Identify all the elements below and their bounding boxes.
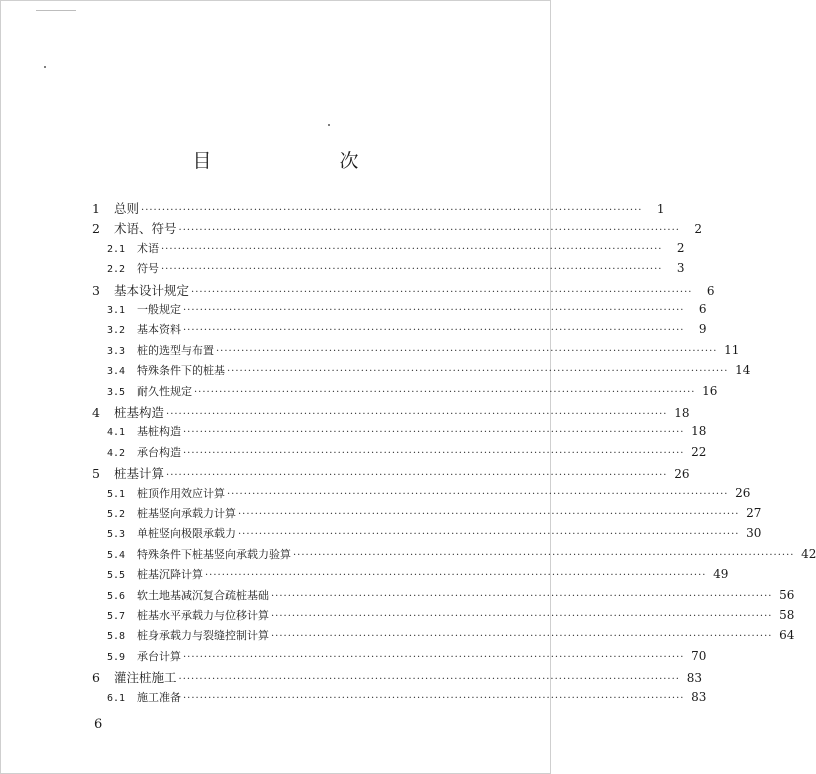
toc-entry-number: 6.1 bbox=[107, 692, 126, 704]
toc-leader-dots: ························································································································ bbox=[216, 345, 718, 357]
toc-entry[interactable] bbox=[107, 525, 762, 543]
toc-entry[interactable] bbox=[92, 464, 690, 482]
toc-entry-title: 软土地基减沉复合疏桩基础 bbox=[137, 588, 269, 602]
toc-entry-page: 6 bbox=[698, 302, 707, 316]
toc-entry-title: 总则 bbox=[114, 201, 140, 216]
toc-entry-title: 承台构造 bbox=[137, 445, 181, 459]
toc-entry-page: 83 bbox=[686, 671, 702, 686]
toc-entry-page: 42 bbox=[801, 546, 816, 561]
page-title: 目 次 bbox=[192, 150, 389, 172]
toc-entry[interactable] bbox=[92, 219, 702, 237]
toc-leader-dots: ························································································································ bbox=[205, 570, 707, 582]
toc-entry-page: 26 bbox=[735, 485, 751, 500]
toc-entry-title: 承台计算 bbox=[137, 649, 181, 663]
toc-entry-title: 基桩构造 bbox=[137, 425, 181, 439]
toc-entry[interactable] bbox=[107, 485, 751, 503]
toc-entry[interactable] bbox=[107, 505, 762, 523]
toc-entry-number: 5.3 bbox=[107, 529, 126, 541]
toc-entry-number: 4.1 bbox=[107, 427, 126, 439]
toc-entry-title: 单桩竖向极限承载力 bbox=[137, 527, 236, 541]
toc-entry-page: 3 bbox=[676, 261, 685, 276]
toc-entry-number: 5.5 bbox=[107, 570, 126, 582]
toc-entry-number: 3.3 bbox=[107, 345, 126, 357]
toc-entry-title: 特殊条件下桩基竖向承载力验算 bbox=[137, 547, 291, 561]
toc-entry[interactable] bbox=[107, 689, 707, 707]
toc-leader-dots: ························································································································ bbox=[271, 631, 773, 643]
toc-leader-dots: ························································································································ bbox=[293, 549, 795, 561]
toc-entry-page: 18 bbox=[691, 424, 707, 439]
toc-entry-page: 11 bbox=[724, 342, 740, 357]
toc-entry-number: 4.2 bbox=[107, 447, 126, 459]
toc-leader-dots: ························································································································ bbox=[191, 286, 693, 298]
toc-entry-title: 符号 bbox=[137, 262, 159, 276]
toc-entry[interactable] bbox=[107, 566, 729, 584]
toc-entry-number: 4 bbox=[92, 405, 100, 420]
toc-entry-title: 桩基水平承载力与位移计算 bbox=[137, 609, 269, 622]
toc-entry-page: 2 bbox=[676, 240, 685, 255]
toc-leader-dots: ························································································································ bbox=[166, 470, 668, 482]
toc-entry-number: 2.1 bbox=[107, 243, 126, 255]
toc-leader-dots: ························································································································ bbox=[183, 651, 685, 663]
toc-leader-dots: ························································································································ bbox=[183, 427, 685, 439]
toc-entry[interactable] bbox=[107, 321, 707, 339]
toc-entry-title: 桩基竖向承载力计算 bbox=[137, 507, 236, 520]
toc-leader-dots: ························································································································ bbox=[194, 386, 696, 398]
toc-entry-number: 5 bbox=[92, 466, 100, 482]
toc-leader-dots: ························································································································ bbox=[183, 447, 685, 459]
toc-entry-number: 3.2 bbox=[107, 325, 126, 337]
toc-entry[interactable] bbox=[107, 342, 740, 360]
toc-leader-dots: ························································································································ bbox=[227, 488, 729, 500]
toc-entry-page: 9 bbox=[698, 322, 707, 337]
toc-leader-dots: ························································································································ bbox=[141, 205, 643, 216]
toc-entry-page: 22 bbox=[691, 444, 707, 459]
scan-mark bbox=[36, 10, 76, 11]
toc-entry-number: 6 bbox=[92, 670, 100, 686]
toc-leader-dots: ························································································································ bbox=[161, 264, 663, 276]
toc-entry-number: 5.7 bbox=[107, 611, 126, 622]
toc-entry-page: 56 bbox=[779, 587, 795, 602]
toc-entry-number: 5.2 bbox=[107, 509, 126, 520]
toc-entry-title: 桩的选型与布置 bbox=[137, 343, 214, 357]
toc-entry-title: 灌注桩施工 bbox=[114, 670, 177, 686]
scan-speck bbox=[44, 66, 46, 68]
toc-entry-number: 5.4 bbox=[107, 549, 126, 561]
toc-entry-title: 桩顶作用效应计算 bbox=[137, 486, 225, 500]
toc-entry-page: 18 bbox=[674, 406, 690, 420]
toc-entry-number: 5.9 bbox=[107, 651, 126, 663]
toc-leader-dots: ························································································································ bbox=[271, 590, 773, 602]
toc-entry-title: 桩基沉降计算 bbox=[137, 568, 203, 582]
toc-leader-dots: ························································································································ bbox=[271, 611, 773, 622]
toc-entry-page: 83 bbox=[691, 689, 707, 704]
toc-entry-page: 16 bbox=[702, 383, 718, 398]
toc-entry[interactable] bbox=[92, 281, 715, 299]
toc-entry-title: 一般规定 bbox=[137, 303, 181, 316]
toc-leader-dots: ························································································································ bbox=[227, 366, 729, 378]
toc-leader-dots: ························································································································ bbox=[238, 529, 740, 541]
toc-entry[interactable] bbox=[107, 260, 685, 278]
toc-entry-title: 术语 bbox=[137, 241, 159, 255]
toc-entry-title: 基本设计规定 bbox=[114, 282, 190, 298]
toc-leader-dots: ························································································································ bbox=[166, 409, 668, 420]
scan-speck bbox=[328, 124, 330, 126]
toc-leader-dots: ························································································································ bbox=[183, 692, 685, 704]
toc-entry-number: 1 bbox=[92, 201, 100, 216]
toc-entry-number: 3.5 bbox=[107, 386, 126, 398]
toc-entry[interactable] bbox=[107, 240, 685, 258]
toc-entry-page: 58 bbox=[779, 608, 795, 622]
toc-entry[interactable] bbox=[92, 403, 690, 421]
toc-entry-title: 桩身承载力与裂缝控制计算 bbox=[137, 629, 269, 643]
toc-entry-page: 26 bbox=[674, 467, 690, 482]
toc-entry[interactable] bbox=[107, 362, 751, 380]
toc-entry[interactable] bbox=[107, 546, 816, 564]
toc-entry-page: 70 bbox=[691, 648, 707, 663]
page-number: 6 bbox=[94, 717, 103, 732]
toc-entry[interactable] bbox=[107, 301, 707, 319]
toc-entry[interactable] bbox=[107, 627, 795, 645]
toc-leader-dots: ························································································································ bbox=[183, 305, 685, 316]
toc-entry[interactable] bbox=[107, 444, 707, 462]
toc-entry-page: 2 bbox=[694, 222, 702, 237]
toc-leader-dots: ························································································································ bbox=[161, 243, 663, 255]
toc-entry-title: 桩基计算 bbox=[114, 466, 165, 482]
toc-entry-number: 5.6 bbox=[107, 590, 126, 602]
toc-entry-number: 5.1 bbox=[107, 488, 126, 500]
toc-entry-title: 施工准备 bbox=[137, 690, 181, 704]
toc-leader-dots: ························································································································ bbox=[238, 509, 740, 520]
toc-entry-page: 64 bbox=[779, 628, 795, 643]
toc-entry-title: 术语、符号 bbox=[114, 221, 177, 237]
toc-entry-page: 27 bbox=[746, 506, 762, 520]
toc-entry[interactable] bbox=[107, 383, 718, 401]
toc-entry-title: 基本资料 bbox=[137, 323, 181, 337]
toc-entry-page: 6 bbox=[706, 283, 715, 298]
toc-entry-number: 5.8 bbox=[107, 631, 126, 643]
toc-entry-page: 14 bbox=[735, 363, 751, 378]
toc-entry-number: 2 bbox=[92, 221, 100, 237]
toc-entry-number: 3.4 bbox=[107, 366, 126, 378]
toc-leader-dots: ························································································································ bbox=[178, 674, 680, 686]
toc-entry[interactable] bbox=[107, 648, 707, 666]
toc-entry-page: 30 bbox=[746, 526, 762, 541]
toc-entry[interactable] bbox=[107, 587, 795, 605]
toc-entry-number: 3 bbox=[92, 282, 100, 298]
toc-entry-page: 49 bbox=[713, 567, 729, 582]
toc-entry-number: 3.1 bbox=[107, 305, 126, 316]
toc-entry[interactable] bbox=[92, 668, 702, 686]
toc-entry-page: 1 bbox=[656, 202, 665, 216]
toc-leader-dots: ························································································································ bbox=[183, 325, 685, 337]
toc-leader-dots: ························································································································ bbox=[178, 225, 680, 237]
toc-entry[interactable] bbox=[107, 423, 707, 441]
toc-entry[interactable] bbox=[92, 199, 665, 217]
toc-entry-title: 特殊条件下的桩基 bbox=[137, 364, 225, 378]
toc-entry[interactable] bbox=[107, 607, 795, 625]
toc-entry-number: 2.2 bbox=[107, 264, 126, 276]
toc-entry-title: 耐久性规定 bbox=[137, 384, 192, 398]
toc-entry-title: 桩基构造 bbox=[114, 405, 165, 420]
